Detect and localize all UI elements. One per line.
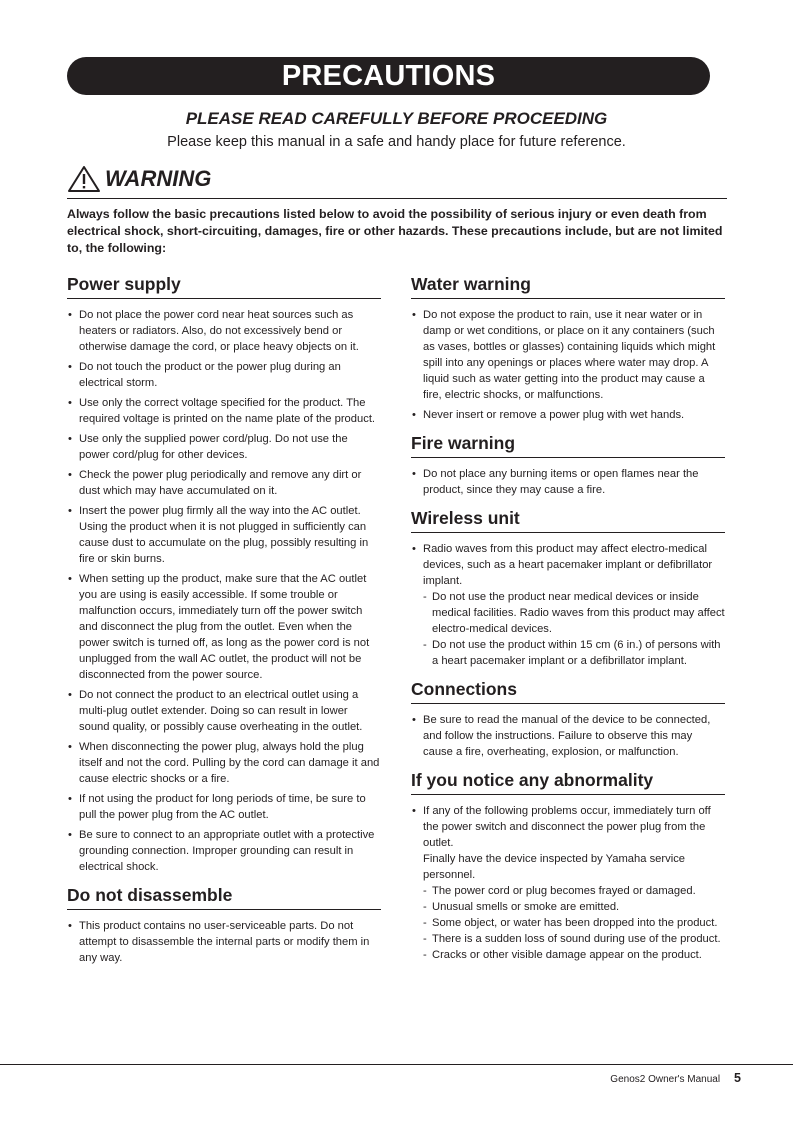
list-item: • If not using the product for long periods of time, be sure to pull the power plug from the AC outlet. [67, 791, 381, 823]
section-title-power-supply: Power supply [67, 274, 381, 299]
sub-list-item: - Some object, or water has been dropped into the product. [423, 915, 725, 931]
title-banner [67, 57, 710, 95]
sub-list-item: - The power cord or plug becomes frayed or damaged. [423, 883, 725, 899]
page-footer [610, 1071, 741, 1085]
list-item: • Do not connect the product to an electrical outlet using a multi-plug outlet extender. Doing so can result in lower sound quality, or possibly cause overheating in the outlet. [67, 687, 381, 735]
list-item [411, 803, 725, 963]
wireless-lead: Radio waves from this product may affect electro-medical devices, such as a heart pacemaker implant or defibrillator implant. [423, 543, 713, 587]
abnormality-lead: • If any of the following problems occur, immediately turn off the power switch and disconnect the power plug from the outlet. [423, 805, 711, 849]
list-item: • Never insert or remove a power plug with wet hands. [411, 407, 725, 423]
section-title-connections: Connections [411, 679, 725, 704]
list-item: • Use only the correct voltage specified for the product. The required voltage is printed on the name plate of the product. [67, 395, 381, 427]
wireless-unit-list [411, 541, 725, 669]
keep-note: Please keep this manual in a safe and handy place for future reference. [167, 134, 626, 150]
section-title-water-warning: Water warning [411, 274, 725, 299]
list-item: • Insert the power plug firmly all the way into the AC outlet. Using the product when it is not plugged in sufficiently can cause dust to accumulate on the plug, possibly resulting in fire or skin burns. [67, 503, 381, 567]
left-column [67, 274, 381, 976]
warning-title: WARNING [105, 166, 212, 191]
abnormality-list [411, 803, 725, 963]
list-item: • This product contains no user-serviceable parts. Do not attempt to disassemble the internal parts or modify them in any way. [67, 918, 381, 966]
sub-list-item: - Do not use the product near medical devices or inside medical facilities. Radio waves from this product may affect electro-medical devices. [423, 589, 725, 637]
list-item: • Check the power plug periodically and remove any dirt or dust which may have accumulated on it. [67, 467, 381, 499]
warning-divider [67, 198, 727, 199]
section-title-abnormality: If you notice any abnormality [411, 770, 725, 795]
warning-triangle-icon [67, 165, 101, 193]
page-title: PRECAUTIONS [281, 59, 496, 92]
sub-list-item: - Unusual smells or smoke are emitted. [423, 899, 725, 915]
list-item: • Do not touch the product or the power plug during an electrical storm. [67, 359, 381, 391]
list-item [411, 541, 725, 669]
warning-intro: Always follow the basic precautions listed below to avoid the possibility of serious injury or even death from electrical shock, short-circuiting, damages, fire or other hazards. These precautions include, but are not limited to, the following: [67, 207, 723, 255]
sub-list-item: - Cracks or other visible damage appear on the product. [423, 947, 725, 963]
subtitle: PLEASE READ CAREFULLY BEFORE PROCEEDING [185, 109, 608, 128]
power-supply-list [67, 307, 381, 875]
section-title-fire-warning: Fire warning [411, 433, 725, 458]
connections-list [411, 712, 725, 760]
abnormality-note: Finally have the device inspected by Yamaha service personnel. [423, 853, 686, 881]
disassemble-list [67, 918, 381, 966]
sub-list-item: - Do not use the product within 15 cm (6 in.) of persons with a heart pacemaker implant or a defibrillator implant. [423, 637, 725, 669]
list-item: • Be sure to read the manual of the device to be connected, and follow the instructions. Failure to observe this may cause a fire, overheating, explosion, or malfunction. [411, 712, 725, 760]
section-title-do-not-disassemble: Do not disassemble [67, 885, 381, 910]
list-item: • Do not expose the product to rain, use it near water or in damp or wet conditions, or place on it any containers (such as vases, bottles or glasses) containing liquids which might spill into any openings or places where water may drop. A liquid such as water getting into the product may cause a fire, electric shocks, or malfunctions. [411, 307, 725, 403]
list-item: • Do not place the power cord near heat sources such as heaters or radiators. Also, do not excessively bend or otherwise damage the cord, or place heavy objects on it. [67, 307, 381, 355]
sub-list-item: - There is a sudden loss of sound during use of the product. [423, 931, 725, 947]
manual-name: Genos2 Owner's Manual [610, 1074, 721, 1085]
list-item: • Be sure to connect to an appropriate outlet with a protective grounding connection. Improper grounding can result in electrical shock. [67, 827, 381, 875]
warning-heading [67, 165, 211, 193]
right-column [411, 274, 725, 973]
fire-warning-list [411, 466, 725, 498]
list-item: • When setting up the product, make sure that the AC outlet you are using is easily accessible. If some trouble or malfunction occurs, immediately turn off the power switch and disconnect the plug from the outlet. Even when the power switch is turned off, as long as the power cord is not unplugged from the wall AC outlet, the product will not be disconnected from the power source. [67, 571, 381, 683]
list-item: • When disconnecting the power plug, always hold the plug itself and not the cord. Pulling by the cord can damage it and cause electric shocks or a fire. [67, 739, 381, 787]
wireless-sublist [423, 589, 725, 669]
page-number: 5 [734, 1071, 741, 1085]
list-item: • Use only the supplied power cord/plug. Do not use the power cord/plug for other devices. [67, 431, 381, 463]
abnormality-sublist [423, 883, 725, 963]
section-title-wireless-unit: Wireless unit [411, 508, 725, 533]
list-item: • Do not place any burning items or open flames near the product, since they may cause a fire. [411, 466, 725, 498]
footer-divider [0, 1064, 793, 1065]
water-warning-list [411, 307, 725, 423]
